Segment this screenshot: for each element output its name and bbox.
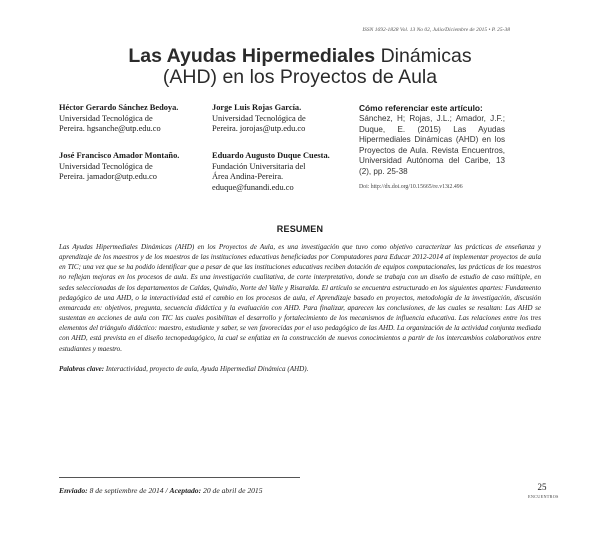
author-affiliation: Universidad Tecnológica de (59, 113, 153, 123)
author-name: José Francisco Amador Montaño. (59, 151, 180, 160)
author-affiliation: Fundación Universitaria del (212, 161, 306, 171)
author-affiliation: Universidad Tecnológica de (212, 113, 306, 123)
author-4 (212, 151, 352, 193)
author-3 (212, 103, 352, 135)
title-bold: Las Ayudas Hipermediales (128, 45, 376, 67)
abstract-heading: RESUMEN (276, 224, 324, 234)
page-number: 25 (537, 482, 547, 492)
accepted-date: 20 de abril de 2015 (203, 486, 263, 495)
sent-date: 8 de septiembre de 2014 (89, 486, 164, 495)
submission-dates (59, 486, 263, 495)
author-email: eduque@funandi.edu.co (212, 182, 294, 192)
author-email: Pereira. jamador@utp.edu.co (59, 172, 157, 182)
citation-text: Sánchez, H; Rojas, J.L.; Amador, J.F.; Duque, E. (2015) Las Ayudas Hipermediales Dinámicas (AHD) en los Proyectos de Aula. Revista Encuentros, Universidad Autónoma del Caribe, 13 (2), pp. 25-38 (359, 114, 505, 176)
author-2 (59, 151, 209, 183)
abstract-body: Las Ayudas Hipermediales Dinámicas (AHD) en los Proyectos de Aula, es una investigación que tuvo como objetivo caracterizar las prácticas de enseñanza y aprendizaje de los maestros y de los maestros de las instituciones educativas beneficiadas por Computadores para Educar 2012-2014 al implementar proyectos de aula en TIC; una vez que se ha podido identificar que a pesar de que las instituciones educativas reciben dotación de equipos computacionales, las prácticas de los maestros no reflejan mejoras en los procesos de aula. Es una investigación cualitativa, de corte interpretativo, donde se trabaja con un diseño de estudio de caso múltiple, en sedes seleccionadas de los departamentos de Caldas, Quindío, Norte del Valle y Risaralda. El artículo se encuentra estructurado en los siguientes apartes: Fundamento pedagógico de una AHD, o la interactividad está el cambio en los procesos de aula, el Aprendizaje basado en proyectos, metodología de la investigación, discusión enmarcada en: objetivos, pregunta, secuencia didáctica y la evaluación con AHD. Para finalizar, aparecen las conclusiones, de las cuales se resaltan: Las AHD se sustentan en acciones de aula con TIC las cuales posibilitan el desarrollo y fortalecimiento de los mecanismos de influencia educativa. Las relaciones entre los tres elementos del triángulo didáctico: maestro, estudiante y saber, se ven favorecidas por el uso pedagógico de las AHD. La organización de la actividad conjunta mediada con AHD, está prevista en el diseño tecnopedagógico, la cual se enfatiza en la construcción de nuevos conocimientos a partir de los intercambios colaborativos entre estudiantes y maestro. (59, 243, 541, 353)
citation-heading: Cómo referenciar este artículo: (359, 103, 483, 113)
doi-link[interactable]: Doi: http://dx.doi.org/10.15665/re.v13i2.496 (359, 184, 463, 190)
author-1 (59, 103, 209, 135)
keywords (59, 365, 541, 373)
journal-issn-header: ISSN 1692-1828 Vol. 13 No 02, Julio/Diciembre de 2015 • P. 25-38 (362, 27, 510, 33)
author-affiliation-2: Área Andina-Pereira. (212, 172, 284, 182)
title-line2: (AHD) en los Proyectos de Aula (162, 66, 438, 88)
author-email: Pereira. jorojas@utp.edu.co (212, 124, 306, 134)
author-affiliation: Universidad Tecnológica de (59, 161, 153, 171)
author-name: Eduardo Augusto Duque Cuesta. (212, 151, 330, 160)
author-name: Jorge Luis Rojas García. (212, 103, 302, 112)
keywords-list: Interactividad, proyecto de aula, Ayuda Hipermedial Dinámica (AHD). (105, 365, 309, 373)
author-name: Héctor Gerardo Sánchez Bedoya. (59, 103, 179, 112)
author-email: Pereira. hgsanche@utp.edu.co (59, 124, 161, 134)
date-separator: / (165, 486, 168, 495)
footer-divider (59, 477, 300, 478)
sent-label: Enviado: (59, 486, 88, 495)
journal-mark: ENCUENTROS (528, 494, 559, 499)
accepted-label: Aceptado: (169, 486, 202, 495)
keywords-label: Palabras clave: (59, 365, 105, 373)
title-rest: Dinámicas (380, 45, 472, 67)
article-title (0, 46, 600, 88)
